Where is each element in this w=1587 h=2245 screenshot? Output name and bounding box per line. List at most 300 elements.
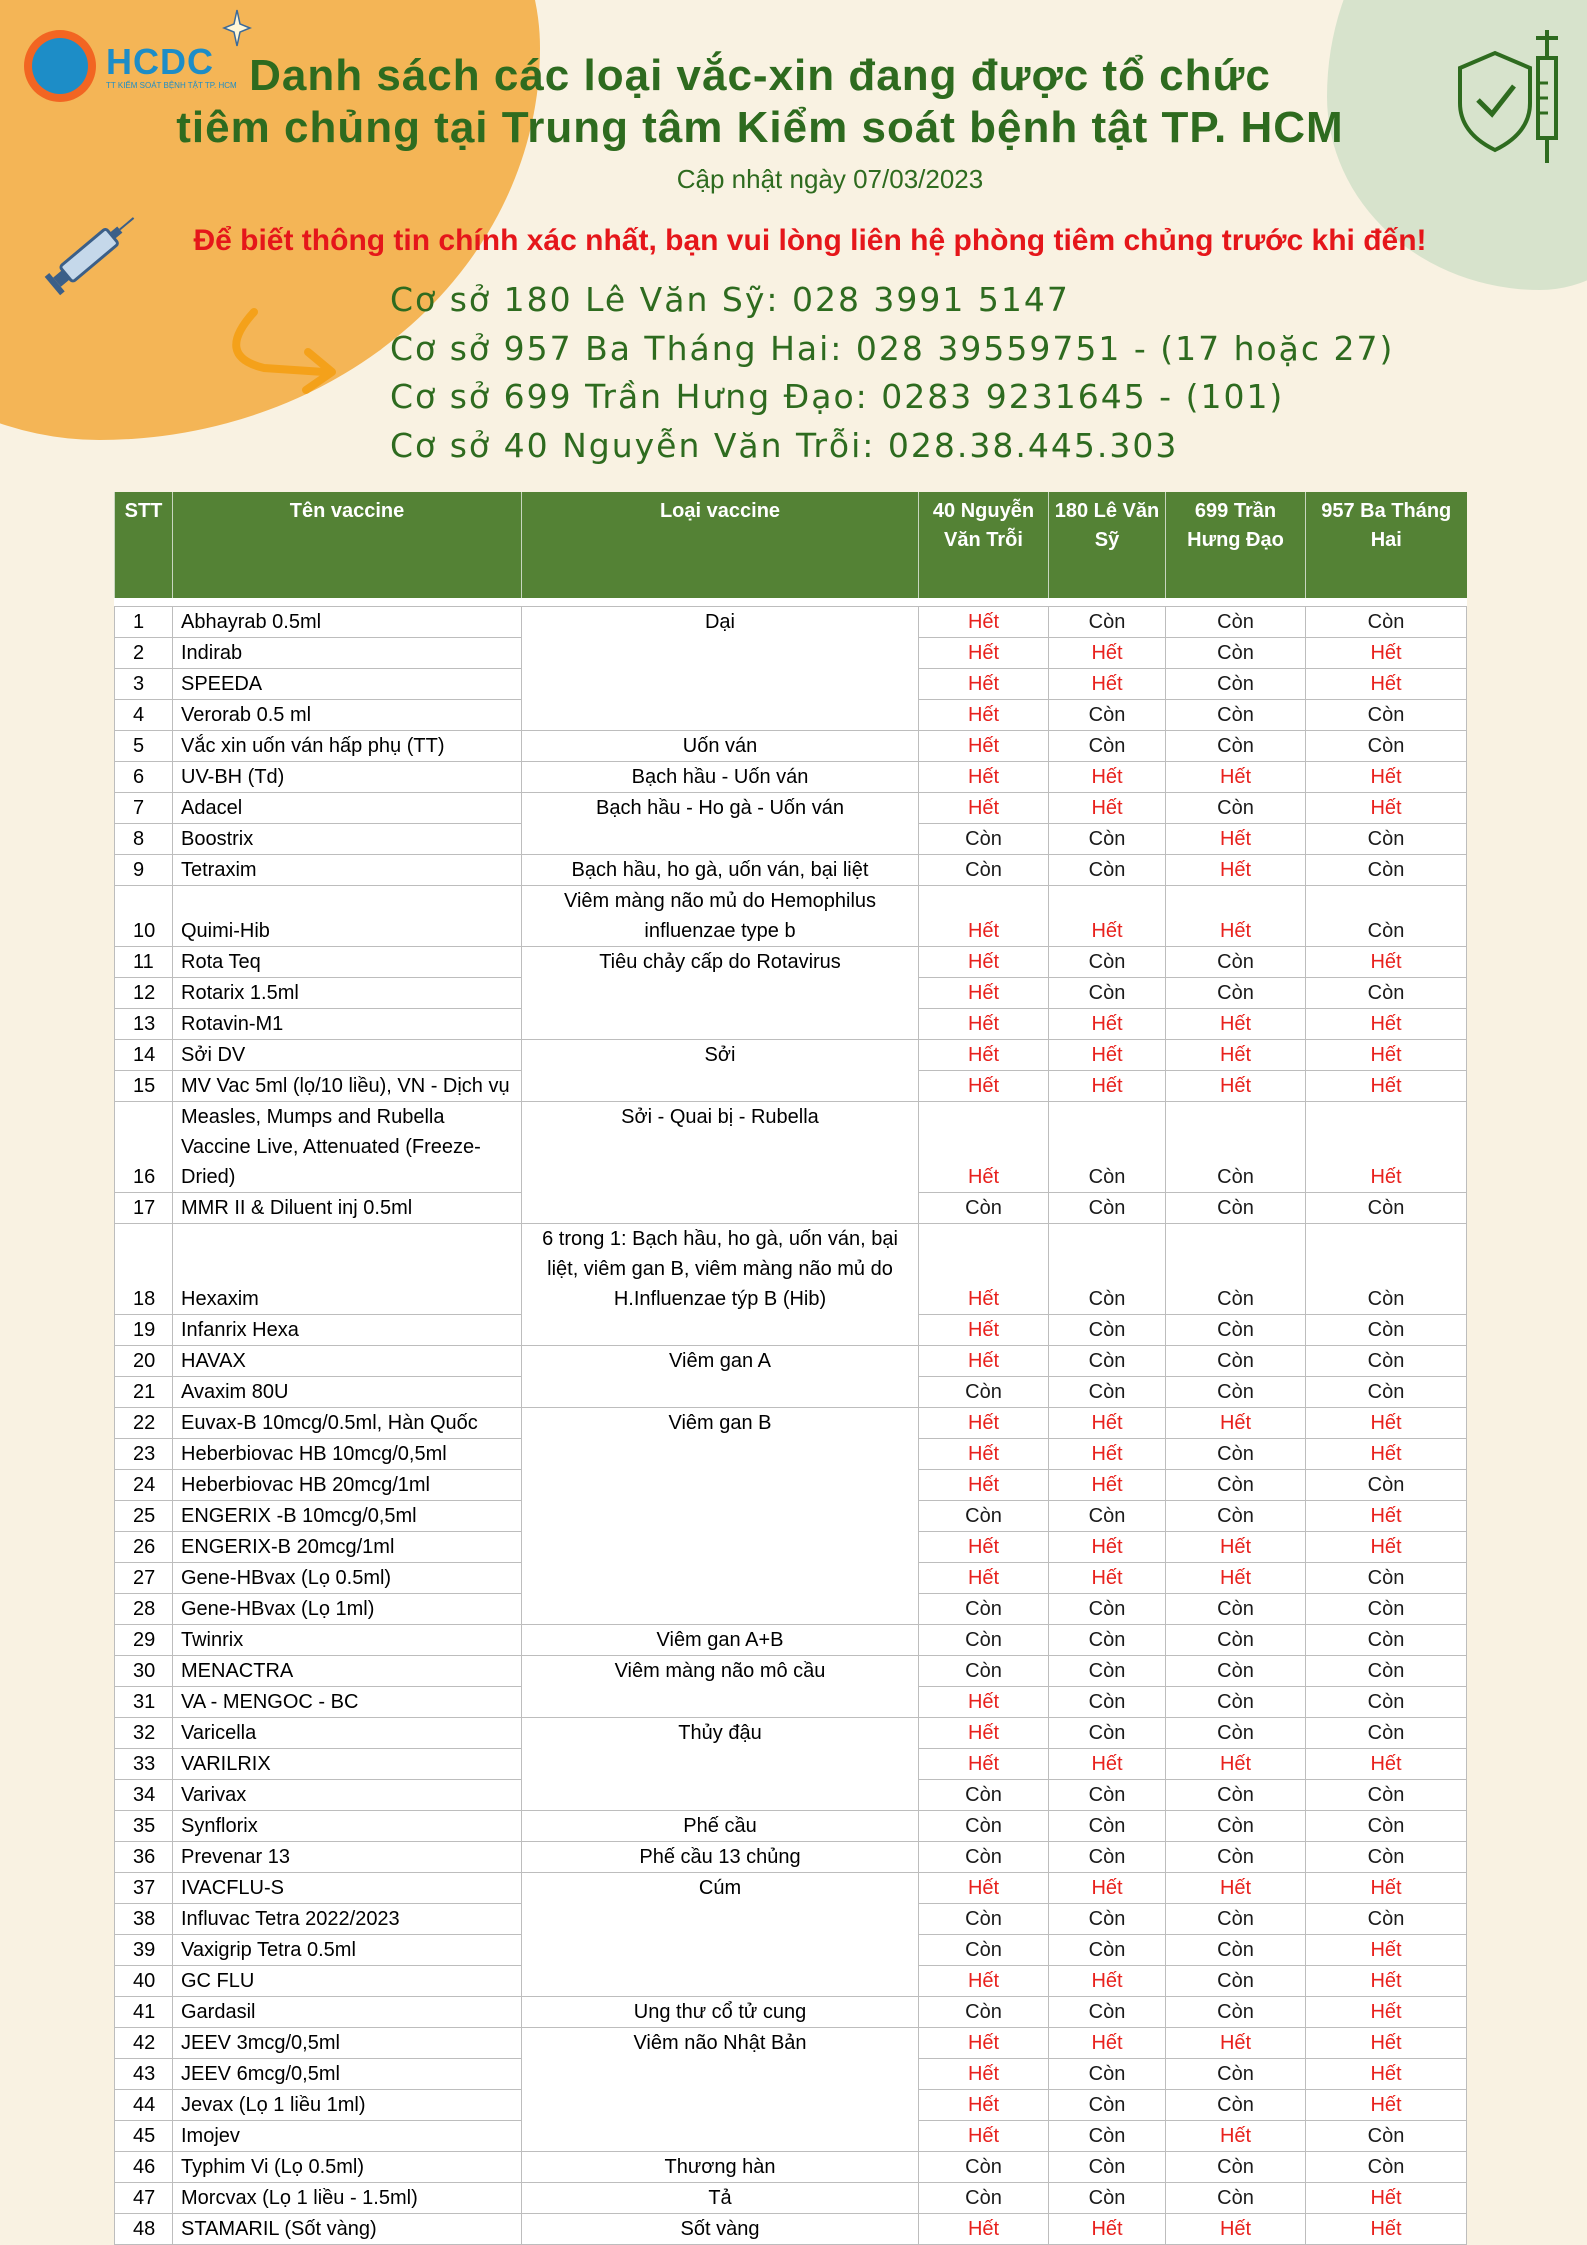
status-180-le-van-sy: Còn [1049,1500,1166,1531]
row-stt: 44 [115,2089,173,2120]
table-row [115,2089,1467,2120]
row-vaccine-name: Euvax-B 10mcg/0.5ml, Hàn Quốc [173,1407,522,1438]
status-40-nguyen-van-troi: Hết [919,1009,1049,1040]
row-stt: 30 [115,1655,173,1686]
status-957-ba-thang-hai: Còn [1306,2120,1467,2151]
row-vaccine-type [522,1903,919,1934]
status-40-nguyen-van-troi: Còn [919,1655,1049,1686]
status-699-tran-hung-dao: Hết [1166,855,1306,886]
table-row [115,700,1467,731]
row-vaccine-name: VARILRIX [173,1748,522,1779]
row-vaccine-name: STAMARIL (Sốt vàng) [173,2213,522,2244]
status-957-ba-thang-hai: Hết [1306,947,1467,978]
row-vaccine-name: GC FLU [173,1965,522,1996]
status-699-tran-hung-dao: Hết [1166,2120,1306,2151]
status-40-nguyen-van-troi: Hết [919,1965,1049,1996]
status-180-le-van-sy: Hết [1049,2027,1166,2058]
row-vaccine-name: Heberbiovac HB 20mcg/1ml [173,1469,522,1500]
status-180-le-van-sy: Còn [1049,1686,1166,1717]
status-40-nguyen-van-troi: Hết [919,607,1049,638]
row-vaccine-type [522,2058,919,2089]
status-957-ba-thang-hai: Hết [1306,1500,1467,1531]
status-180-le-van-sy: Hết [1049,1009,1166,1040]
table-row [115,1717,1467,1748]
status-40-nguyen-van-troi: Hết [919,1345,1049,1376]
status-699-tran-hung-dao: Hết [1166,1748,1306,1779]
status-699-tran-hung-dao: Hết [1166,824,1306,855]
row-vaccine-name: Infanrix Hexa [173,1314,522,1345]
table-row [115,2182,1467,2213]
header-site-40-nguyen-van-troi: 40 Nguyễn Văn Trỗi [919,492,1049,598]
row-vaccine-type: Ung thư cổ tử cung [522,1996,919,2027]
status-957-ba-thang-hai: Còn [1306,1903,1467,1934]
row-vaccine-type [522,1500,919,1531]
row-vaccine-type [522,1376,919,1407]
table-row [115,947,1467,978]
status-40-nguyen-van-troi: Hết [919,1562,1049,1593]
row-vaccine-name: Influvac Tetra 2022/2023 [173,1903,522,1934]
row-stt: 13 [115,1009,173,1040]
status-180-le-van-sy: Còn [1049,1934,1166,1965]
status-699-tran-hung-dao: Còn [1166,2089,1306,2120]
status-180-le-van-sy: Hết [1049,1071,1166,1102]
status-40-nguyen-van-troi: Còn [919,1841,1049,1872]
status-40-nguyen-van-troi: Còn [919,1996,1049,2027]
row-stt: 34 [115,1779,173,1810]
row-vaccine-type: Cúm [522,1872,919,1903]
header-site-699-tran-hung-dao: 699 Trần Hưng Đạo [1166,492,1306,598]
table-row [115,762,1467,793]
status-40-nguyen-van-troi: Còn [919,1624,1049,1655]
status-699-tran-hung-dao: Còn [1166,1314,1306,1345]
row-vaccine-type [522,1593,919,1624]
table-row [115,1040,1467,1071]
row-vaccine-name: Verorab 0.5 ml [173,700,522,731]
row-vaccine-type: Viêm màng não mủ do Hemophilus influenzae type b [522,886,919,947]
row-vaccine-type [522,824,919,855]
row-vaccine-type [522,1469,919,1500]
table-row [115,607,1467,638]
row-stt: 19 [115,1314,173,1345]
row-vaccine-type [522,2120,919,2151]
table-row [115,1438,1467,1469]
header-vaccine-type: Loại vaccine [522,492,919,598]
status-180-le-van-sy: Còn [1049,1655,1166,1686]
status-699-tran-hung-dao: Hết [1166,1562,1306,1593]
row-vaccine-type: Tả [522,2182,919,2213]
status-699-tran-hung-dao: Còn [1166,1686,1306,1717]
row-vaccine-type [522,1686,919,1717]
status-699-tran-hung-dao: Còn [1166,1224,1306,1315]
row-vaccine-type: Dại [522,607,919,638]
row-vaccine-name: MV Vac 5ml (lọ/10 liều), VN - Dịch vụ [173,1071,522,1102]
status-180-le-van-sy: Còn [1049,2182,1166,2213]
address-180-le-van-sy: Cơ sở 180 Lê Văn Sỹ: 028 3991 5147 [390,280,1070,319]
status-699-tran-hung-dao: Còn [1166,978,1306,1009]
status-957-ba-thang-hai: Còn [1306,1841,1467,1872]
header-stt: STT [115,492,173,598]
table-row [115,855,1467,886]
logo-name: HCDC [106,40,214,82]
status-699-tran-hung-dao: Còn [1166,731,1306,762]
row-stt: 4 [115,700,173,731]
warning-text: Để biết thông tin chính xác nhất, bạn vui lòng liên hệ phòng tiêm chủng trước khi đến! [193,224,1427,257]
row-stt: 38 [115,1903,173,1934]
status-40-nguyen-van-troi: Hết [919,2027,1049,2058]
status-40-nguyen-van-troi: Hết [919,793,1049,824]
table-row [115,1071,1467,1102]
logo-emblem-icon [24,30,96,102]
status-957-ba-thang-hai: Hết [1306,1407,1467,1438]
status-957-ba-thang-hai: Hết [1306,1040,1467,1071]
status-40-nguyen-van-troi: Hết [919,2089,1049,2120]
status-40-nguyen-van-troi: Hết [919,731,1049,762]
status-699-tran-hung-dao: Hết [1166,1531,1306,1562]
sparkle-icon [222,8,252,48]
status-40-nguyen-van-troi: Hết [919,886,1049,947]
table-row [115,1224,1467,1315]
row-vaccine-type [522,1965,919,1996]
table-row [115,1407,1467,1438]
status-699-tran-hung-dao: Còn [1166,1903,1306,1934]
table-row [115,2151,1467,2182]
status-699-tran-hung-dao: Còn [1166,947,1306,978]
status-180-le-van-sy: Hết [1049,1469,1166,1500]
status-699-tran-hung-dao: Còn [1166,793,1306,824]
table-row [115,1965,1467,1996]
row-stt: 29 [115,1624,173,1655]
table-row [115,1934,1467,1965]
status-180-le-van-sy: Hết [1049,2213,1166,2244]
status-957-ba-thang-hai: Còn [1306,886,1467,947]
status-40-nguyen-van-troi: Hết [919,638,1049,669]
status-180-le-van-sy: Còn [1049,2089,1166,2120]
status-957-ba-thang-hai: Hết [1306,1438,1467,1469]
table-row [115,2027,1467,2058]
status-699-tran-hung-dao: Còn [1166,1376,1306,1407]
status-40-nguyen-van-troi: Còn [919,1810,1049,1841]
row-vaccine-name: Rotavin-M1 [173,1009,522,1040]
status-699-tran-hung-dao: Hết [1166,1040,1306,1071]
row-vaccine-name: Abhayrab 0.5ml [173,607,522,638]
status-957-ba-thang-hai: Hết [1306,1009,1467,1040]
table-row [115,669,1467,700]
row-vaccine-type [522,1748,919,1779]
status-180-le-van-sy: Còn [1049,2151,1166,2182]
status-957-ba-thang-hai: Hết [1306,2213,1467,2244]
status-699-tran-hung-dao: Hết [1166,1872,1306,1903]
row-stt: 15 [115,1071,173,1102]
status-40-nguyen-van-troi: Hết [919,2120,1049,2151]
vaccine-table [114,492,1467,2245]
status-180-le-van-sy: Còn [1049,1345,1166,1376]
status-180-le-van-sy: Còn [1049,1624,1166,1655]
status-957-ba-thang-hai: Còn [1306,1593,1467,1624]
row-vaccine-name: Indirab [173,638,522,669]
status-180-le-van-sy: Còn [1049,1717,1166,1748]
status-699-tran-hung-dao: Còn [1166,2151,1306,2182]
row-stt: 21 [115,1376,173,1407]
status-699-tran-hung-dao: Còn [1166,1965,1306,1996]
status-957-ba-thang-hai: Còn [1306,2151,1467,2182]
status-40-nguyen-van-troi: Hết [919,2213,1049,2244]
status-180-le-van-sy: Hết [1049,638,1166,669]
status-957-ba-thang-hai: Còn [1306,1686,1467,1717]
status-40-nguyen-van-troi: Hết [919,1531,1049,1562]
status-180-le-van-sy: Còn [1049,700,1166,731]
row-stt: 48 [115,2213,173,2244]
status-699-tran-hung-dao: Hết [1166,1407,1306,1438]
status-699-tran-hung-dao: Hết [1166,2213,1306,2244]
row-vaccine-type [522,1314,919,1345]
status-40-nguyen-van-troi: Còn [919,2151,1049,2182]
status-40-nguyen-van-troi: Hết [919,1224,1049,1315]
address-957-ba-thang-hai: Cơ sở 957 Ba Tháng Hai: 028 39559751 - (17 hoặc 27) [390,329,1395,368]
status-957-ba-thang-hai: Còn [1306,855,1467,886]
status-957-ba-thang-hai: Hết [1306,1996,1467,2027]
arrow-icon [224,306,344,396]
row-stt: 47 [115,2182,173,2213]
table-row [115,1193,1467,1224]
status-40-nguyen-van-troi: Hết [919,2058,1049,2089]
row-stt: 5 [115,731,173,762]
table-row [115,1903,1467,1934]
row-vaccine-name: UV-BH (Td) [173,762,522,793]
row-vaccine-name: Jevax (Lọ 1 liều 1ml) [173,2089,522,2120]
status-957-ba-thang-hai: Còn [1306,700,1467,731]
status-699-tran-hung-dao: Còn [1166,1193,1306,1224]
status-180-le-van-sy: Còn [1049,1224,1166,1315]
row-vaccine-type: Sốt vàng [522,2213,919,2244]
status-180-le-van-sy: Hết [1049,1040,1166,1071]
status-699-tran-hung-dao: Còn [1166,607,1306,638]
status-40-nguyen-van-troi: Còn [919,855,1049,886]
row-stt: 43 [115,2058,173,2089]
status-699-tran-hung-dao: Còn [1166,1593,1306,1624]
status-40-nguyen-van-troi: Còn [919,1934,1049,1965]
status-40-nguyen-van-troi: Hết [919,1438,1049,1469]
table-row [115,886,1467,947]
row-vaccine-type: Phế cầu [522,1810,919,1841]
row-vaccine-type: Sởi [522,1040,919,1071]
status-699-tran-hung-dao: Còn [1166,1500,1306,1531]
row-vaccine-name: Sởi DV [173,1040,522,1071]
table-row [115,1624,1467,1655]
status-957-ba-thang-hai: Còn [1306,824,1467,855]
status-699-tran-hung-dao: Còn [1166,700,1306,731]
status-699-tran-hung-dao: Còn [1166,1469,1306,1500]
row-vaccine-type: Tiêu chảy cấp do Rotavirus [522,947,919,978]
status-40-nguyen-van-troi: Hết [919,1407,1049,1438]
row-stt: 16 [115,1102,173,1193]
status-40-nguyen-van-troi: Hết [919,1748,1049,1779]
status-180-le-van-sy: Hết [1049,1748,1166,1779]
row-vaccine-type: Viêm màng não mô cầu [522,1655,919,1686]
row-vaccine-type: 6 trong 1: Bạch hầu, ho gà, uốn ván, bại liệt, viêm gan B, viêm màng não mủ do H.Influenzae týp B (Hib) [522,1224,919,1315]
row-vaccine-name: Hexaxim [173,1224,522,1315]
table-row [115,2058,1467,2089]
status-957-ba-thang-hai: Còn [1306,1717,1467,1748]
row-vaccine-name: Twinrix [173,1624,522,1655]
status-180-le-van-sy: Còn [1049,607,1166,638]
table-header-row [115,492,1467,598]
status-957-ba-thang-hai: Hết [1306,2058,1467,2089]
table-row [115,1779,1467,1810]
status-40-nguyen-van-troi: Hết [919,1071,1049,1102]
table-row [115,1345,1467,1376]
row-vaccine-type: Viêm gan A [522,1345,919,1376]
row-stt: 22 [115,1407,173,1438]
status-699-tran-hung-dao: Còn [1166,1934,1306,1965]
row-vaccine-name: MMR II & Diluent inj 0.5ml [173,1193,522,1224]
row-stt: 36 [115,1841,173,1872]
status-957-ba-thang-hai: Hết [1306,1531,1467,1562]
row-vaccine-type [522,1438,919,1469]
table-row [115,2213,1467,2244]
table-row [115,1562,1467,1593]
status-180-le-van-sy: Còn [1049,1193,1166,1224]
row-vaccine-name: Gene-HBvax (Lọ 1ml) [173,1593,522,1624]
table-body [115,598,1467,2244]
row-vaccine-name: Avaxim 80U [173,1376,522,1407]
table-row [115,1996,1467,2027]
table-row [115,793,1467,824]
status-957-ba-thang-hai: Hết [1306,2027,1467,2058]
status-957-ba-thang-hai: Còn [1306,1655,1467,1686]
table-row [115,731,1467,762]
row-vaccine-name: SPEEDA [173,669,522,700]
row-stt: 42 [115,2027,173,2058]
status-957-ba-thang-hai: Hết [1306,669,1467,700]
row-vaccine-name: ENGERIX-B 20mcg/1ml [173,1531,522,1562]
row-vaccine-type: Viêm não Nhật Bản [522,2027,919,2058]
status-957-ba-thang-hai: Còn [1306,1193,1467,1224]
row-vaccine-name: HAVAX [173,1345,522,1376]
status-40-nguyen-van-troi: Hết [919,1872,1049,1903]
row-vaccine-name: Prevenar 13 [173,1841,522,1872]
status-180-le-van-sy: Còn [1049,1779,1166,1810]
row-vaccine-type [522,1071,919,1102]
row-vaccine-name: Quimi-Hib [173,886,522,947]
status-180-le-van-sy: Còn [1049,1593,1166,1624]
row-stt: 2 [115,638,173,669]
status-957-ba-thang-hai: Hết [1306,793,1467,824]
row-stt: 3 [115,669,173,700]
status-180-le-van-sy: Hết [1049,1531,1166,1562]
status-957-ba-thang-hai: Hết [1306,1102,1467,1193]
row-stt: 7 [115,793,173,824]
row-stt: 25 [115,1500,173,1531]
logo-subtitle: TT KIỂM SOÁT BỆNH TẬT TP. HCM [106,80,237,90]
status-957-ba-thang-hai: Còn [1306,1224,1467,1315]
status-40-nguyen-van-troi: Còn [919,2182,1049,2213]
table-row [115,1009,1467,1040]
row-vaccine-name: Typhim Vi (Lọ 0.5ml) [173,2151,522,2182]
row-stt: 39 [115,1934,173,1965]
row-stt: 23 [115,1438,173,1469]
row-vaccine-name: Rotarix 1.5ml [173,978,522,1009]
table-row [115,1748,1467,1779]
table-row [115,1531,1467,1562]
row-stt: 8 [115,824,173,855]
status-957-ba-thang-hai: Hết [1306,1872,1467,1903]
row-vaccine-type: Bạch hầu - Uốn ván [522,762,919,793]
status-699-tran-hung-dao: Hết [1166,886,1306,947]
status-40-nguyen-van-troi: Còn [919,1903,1049,1934]
table-row [115,1102,1467,1193]
row-vaccine-type [522,1531,919,1562]
status-957-ba-thang-hai: Còn [1306,1469,1467,1500]
status-699-tran-hung-dao: Còn [1166,669,1306,700]
status-699-tran-hung-dao: Còn [1166,1779,1306,1810]
row-vaccine-type: Bạch hầu - Ho gà - Uốn ván [522,793,919,824]
table-row [115,1314,1467,1345]
status-957-ba-thang-hai: Hết [1306,762,1467,793]
status-957-ba-thang-hai: Còn [1306,1562,1467,1593]
status-180-le-van-sy: Hết [1049,793,1166,824]
row-vaccine-name: Vaxigrip Tetra 0.5ml [173,1934,522,1965]
row-vaccine-type: Viêm gan A+B [522,1624,919,1655]
status-699-tran-hung-dao: Còn [1166,1102,1306,1193]
row-stt: 10 [115,886,173,947]
row-stt: 27 [115,1562,173,1593]
row-vaccine-name: Boostrix [173,824,522,855]
row-vaccine-type [522,1009,919,1040]
row-vaccine-name: ENGERIX -B 10mcg/0,5ml [173,1500,522,1531]
row-vaccine-type [522,1193,919,1224]
row-stt: 37 [115,1872,173,1903]
row-vaccine-type [522,1779,919,1810]
status-957-ba-thang-hai: Hết [1306,1965,1467,1996]
row-stt: 17 [115,1193,173,1224]
row-stt: 40 [115,1965,173,1996]
status-180-le-van-sy: Còn [1049,1102,1166,1193]
row-vaccine-type: Thủy đậu [522,1717,919,1748]
row-vaccine-type: Viêm gan B [522,1407,919,1438]
row-stt: 24 [115,1469,173,1500]
status-40-nguyen-van-troi: Còn [919,1779,1049,1810]
row-vaccine-name: JEEV 3mcg/0,5ml [173,2027,522,2058]
table-row [115,1593,1467,1624]
table-row [115,1872,1467,1903]
row-stt: 28 [115,1593,173,1624]
status-957-ba-thang-hai: Hết [1306,1748,1467,1779]
row-stt: 9 [115,855,173,886]
row-vaccine-type: Phế cầu 13 chủng [522,1841,919,1872]
row-vaccine-name: Tetraxim [173,855,522,886]
status-180-le-van-sy: Hết [1049,1562,1166,1593]
table-row [115,1686,1467,1717]
status-957-ba-thang-hai: Còn [1306,1624,1467,1655]
updated-date: Cập nhật ngày 07/03/2023 [676,164,984,194]
row-vaccine-type [522,1562,919,1593]
row-stt: 45 [115,2120,173,2151]
status-699-tran-hung-dao: Còn [1166,638,1306,669]
status-957-ba-thang-hai: Hết [1306,1934,1467,1965]
row-vaccine-name: Synflorix [173,1810,522,1841]
row-stt: 18 [115,1224,173,1315]
table-row [115,1810,1467,1841]
status-957-ba-thang-hai: Hết [1306,638,1467,669]
shield-syringe-icon [1450,28,1570,168]
row-stt: 1 [115,607,173,638]
status-40-nguyen-van-troi: Hết [919,1102,1049,1193]
table-row [115,1500,1467,1531]
row-vaccine-type: Uốn ván [522,731,919,762]
address-699-tran-hung-dao: Cơ sở 699 Trần Hưng Đạo: 0283 9231645 - (101) [390,377,1285,416]
row-vaccine-name: Gardasil [173,1996,522,2027]
status-40-nguyen-van-troi: Còn [919,1500,1049,1531]
